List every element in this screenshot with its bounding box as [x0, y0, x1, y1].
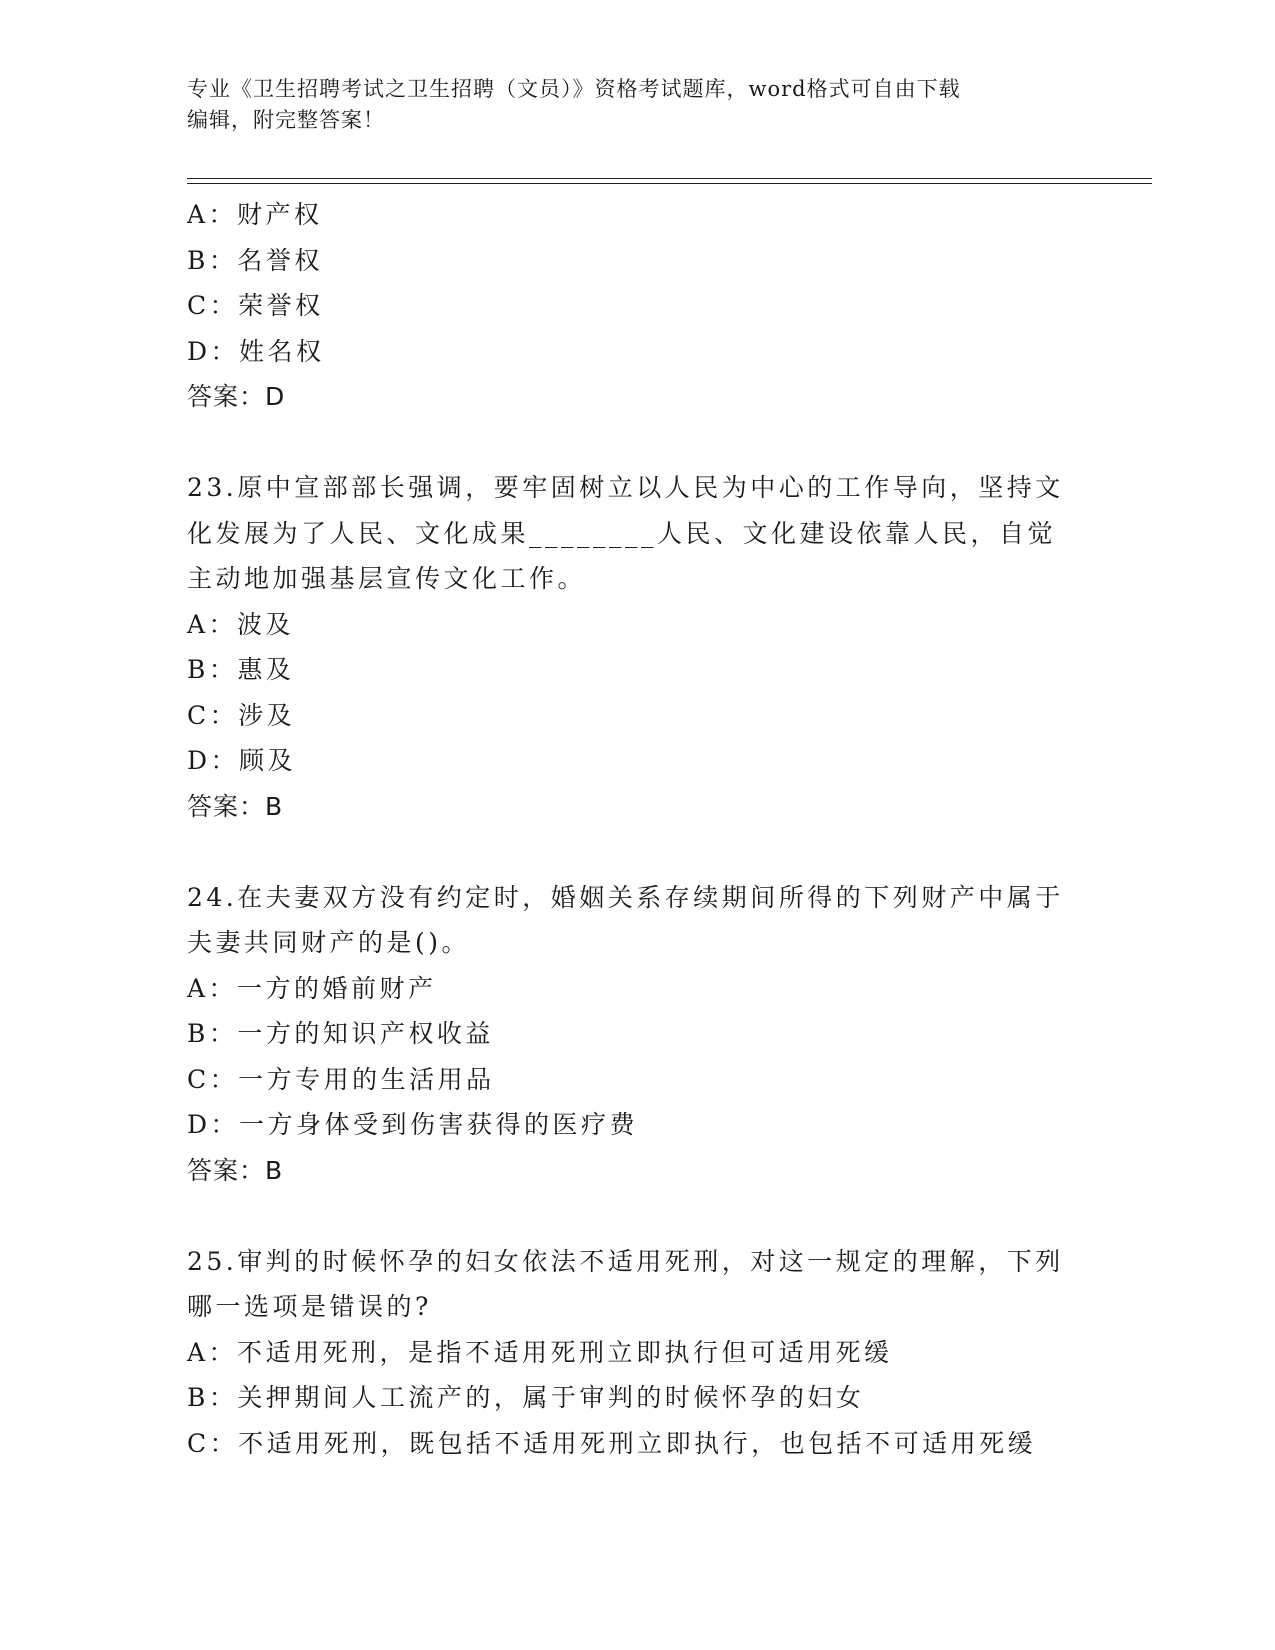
option-d: D：一方身体受到伤害获得的医疗费	[187, 1110, 639, 1139]
option-b: B：关押期间人工流产的，属于审判的时候怀孕的妇女	[187, 1383, 865, 1412]
option-c: C：荣誉权	[187, 291, 324, 320]
answer: 答案：B	[187, 1155, 284, 1185]
question-23	[187, 465, 1087, 829]
document-header	[187, 74, 1067, 136]
question-text-line: 主动地加强基层宣传文化工作。	[187, 564, 587, 593]
option-b: B：一方的知识产权收益	[187, 1019, 494, 1048]
question-text-line: 夫妻共同财产的是()。	[187, 928, 471, 957]
option-a: A：一方的婚前财产	[187, 973, 437, 1003]
answer: 答案：D	[187, 382, 286, 411]
option-a: A：不适用死刑，是指不适用死刑立即执行但可适用死缓	[187, 1337, 893, 1367]
header-line-1: 专业《卫生招聘考试之卫生招聘（文员）》资格考试题库，word格式可自由下载	[187, 77, 961, 101]
option-c: C：涉及	[187, 700, 296, 730]
spacer	[187, 1193, 1087, 1239]
option-b: B：惠及	[187, 655, 295, 684]
option-d: D：顾及	[187, 746, 297, 775]
question-text-line: 25.审判的时候怀孕的妇女依法不适用死刑，对这一规定的理解，下列	[187, 1246, 1064, 1276]
option-a: A：波及	[187, 609, 295, 639]
spacer	[187, 420, 1087, 466]
spacer	[187, 829, 1087, 875]
question-text-line: 24.在夫妻双方没有约定时，婚姻关系存续期间所得的下列财产中属于	[187, 882, 1064, 912]
question-25	[187, 1239, 1087, 1467]
option-c: C：不适用死刑，既包括不适用死刑立即执行，也包括不可适用死缓	[187, 1428, 1037, 1458]
option-d: D：姓名权	[187, 336, 325, 366]
question-24	[187, 875, 1087, 1194]
option-a: A：财产权	[187, 200, 323, 229]
question-text-line: 化发展为了人民、文化成果________人民、文化建设依靠人民，自觉	[187, 518, 1057, 548]
question-list	[187, 192, 1087, 1466]
header-divider-bottom	[187, 183, 1152, 184]
question-22	[187, 192, 1087, 420]
option-c: C：一方专用的生活用品	[187, 1064, 495, 1094]
answer: 答案：B	[187, 791, 284, 821]
question-text-line: 哪一选项是错误的?	[187, 1292, 432, 1321]
header-divider-top	[187, 178, 1152, 179]
header-line-2: 编辑，附完整答案！	[187, 108, 385, 132]
question-text-line: 23.原中宣部部长强调，要牢固树立以人民为中心的工作导向，坚持文	[187, 473, 1064, 502]
option-b: B：名誉权	[187, 245, 323, 275]
